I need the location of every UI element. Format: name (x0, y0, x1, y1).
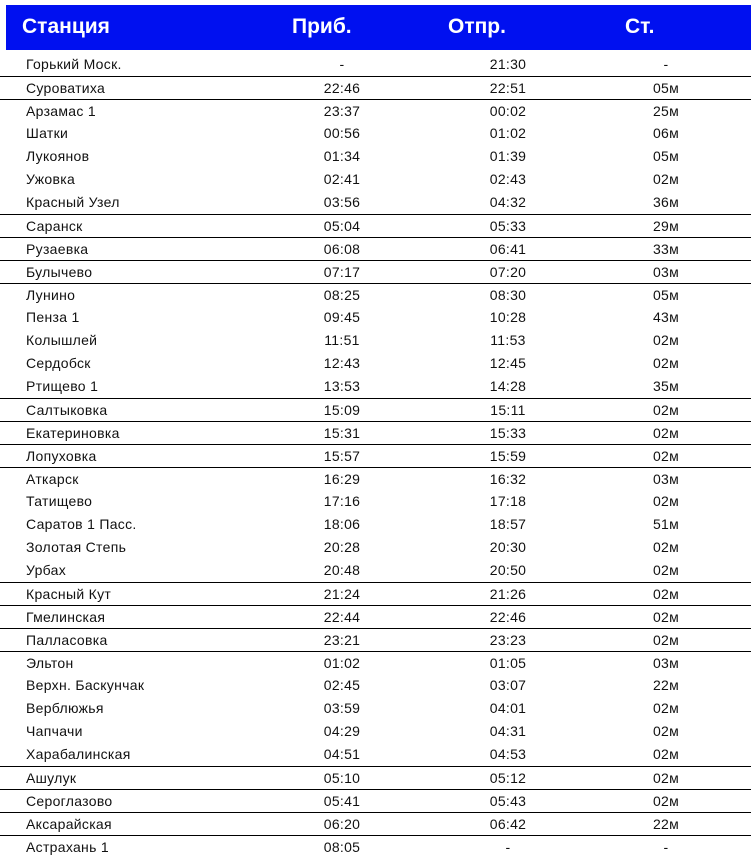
arrival-cell: 20:48 (323, 562, 361, 578)
arrival-cell: 04:51 (323, 746, 361, 762)
arrival-cell: 20:28 (323, 539, 361, 555)
table-row (0, 651, 751, 674)
table-row (0, 490, 751, 513)
table-row (0, 444, 751, 467)
stop-cell: - (663, 839, 669, 855)
departure-cell: 01:05 (489, 655, 527, 671)
arrival-cell: 02:45 (323, 677, 361, 693)
arrival-cell: 11:51 (324, 332, 360, 348)
stop-cell: 02м (652, 609, 680, 625)
stop-cell: 33м (652, 241, 680, 257)
station-cell: Саранск (26, 218, 83, 234)
departure-cell: 07:20 (489, 264, 527, 280)
header-station: Станция (22, 15, 110, 38)
table-header (6, 5, 751, 50)
table-row (0, 145, 751, 168)
station-cell: Сероглазово (26, 793, 113, 809)
arrival-cell: 15:31 (323, 425, 361, 441)
station-cell: Лунино (26, 287, 76, 303)
arrival-cell: 06:08 (323, 241, 361, 257)
stop-cell: 05м (652, 148, 680, 164)
stop-cell: 25м (652, 103, 680, 119)
station-cell: Чапчачи (26, 723, 83, 739)
station-cell: Екатериновка (26, 425, 120, 441)
station-cell: Аткарск (26, 471, 79, 487)
table-row (0, 835, 751, 858)
departure-cell: 17:18 (489, 493, 527, 509)
station-cell: Аксарайская (26, 816, 112, 832)
arrival-cell: 09:45 (323, 309, 361, 325)
arrival-cell: 06:20 (323, 816, 361, 832)
station-cell: Булычево (26, 264, 93, 280)
table-row (0, 628, 751, 651)
table-row (0, 720, 751, 743)
arrival-cell: 12:43 (323, 355, 361, 371)
departure-cell: 01:02 (489, 125, 527, 141)
stop-cell: 02м (652, 332, 680, 348)
stop-cell: 02м (652, 539, 680, 555)
arrival-cell: 07:17 (323, 264, 361, 280)
stop-cell: 03м (652, 264, 680, 280)
arrival-cell: 00:56 (323, 125, 361, 141)
arrival-cell: 17:16 (323, 493, 361, 509)
station-cell: Гмелинская (26, 609, 106, 625)
header-stop: Ст. (625, 15, 655, 38)
stop-cell: 02м (652, 793, 680, 809)
stop-cell: 29м (652, 218, 680, 234)
table-row (0, 168, 751, 191)
arrival-cell: 01:34 (323, 148, 361, 164)
departure-cell: 05:12 (489, 770, 527, 786)
departure-cell: 04:31 (489, 723, 527, 739)
station-cell: Ртищево 1 (26, 378, 99, 394)
departure-cell: 06:42 (489, 816, 527, 832)
table-row (0, 76, 751, 99)
station-cell: Ашулук (26, 770, 77, 786)
table-row (0, 214, 751, 237)
departure-cell: 14:28 (489, 378, 527, 394)
station-cell: Суроватиха (26, 80, 106, 96)
arrival-cell: - (339, 56, 345, 72)
departure-cell: 18:57 (489, 516, 527, 532)
table-row (0, 191, 751, 214)
station-cell: Колышлей (26, 332, 98, 348)
table-row (0, 352, 751, 375)
stop-cell: 05м (652, 80, 680, 96)
arrival-cell: 21:24 (323, 586, 361, 602)
station-cell: Золотая Степь (26, 539, 127, 555)
table-row (0, 306, 751, 329)
stop-cell: 02м (652, 723, 680, 739)
station-cell: Салтыковка (26, 402, 108, 418)
departure-cell: 21:26 (489, 586, 527, 602)
station-cell: Татищево (26, 493, 93, 509)
header-departure: Отпр. (448, 15, 506, 38)
table-body (0, 53, 751, 858)
station-cell: Урбах (26, 562, 67, 578)
table-row (0, 605, 751, 628)
stop-cell: 02м (652, 770, 680, 786)
station-cell: Саратов 1 Пасс. (26, 516, 137, 532)
stop-cell: 35м (652, 378, 680, 394)
table-row (0, 283, 751, 306)
station-cell: Верхн. Баскунчак (26, 677, 145, 693)
stop-cell: 02м (652, 562, 680, 578)
departure-cell: 20:30 (489, 539, 527, 555)
stop-cell: 06м (652, 125, 680, 141)
departure-cell: 04:53 (489, 746, 527, 762)
header-arrival: Приб. (292, 15, 352, 38)
table-row (0, 582, 751, 605)
arrival-cell: 15:09 (323, 402, 361, 418)
station-cell: Эльтон (26, 655, 74, 671)
stop-cell: 02м (652, 355, 680, 371)
table-row (0, 99, 751, 122)
departure-cell: - (505, 839, 511, 855)
stop-cell: 02м (652, 171, 680, 187)
departure-cell: 00:02 (489, 103, 527, 119)
departure-cell: 01:39 (489, 148, 527, 164)
stop-cell: 02м (652, 700, 680, 716)
arrival-cell: 23:37 (323, 103, 361, 119)
departure-cell: 04:01 (489, 700, 527, 716)
table-row (0, 375, 751, 398)
stop-cell: 03м (652, 655, 680, 671)
station-cell: Лопуховка (26, 448, 97, 464)
station-cell: Палласовка (26, 632, 108, 648)
departure-cell: 06:41 (489, 241, 527, 257)
arrival-cell: 01:02 (323, 655, 361, 671)
table-row (0, 513, 751, 536)
arrival-cell: 05:04 (323, 218, 361, 234)
station-cell: Горький Моск. (26, 56, 122, 72)
departure-cell: 15:59 (489, 448, 527, 464)
table-row (0, 329, 751, 352)
table-row (0, 697, 751, 720)
table-row (0, 237, 751, 260)
station-cell: Пенза 1 (26, 309, 80, 325)
arrival-cell: 08:25 (323, 287, 361, 303)
departure-cell: 05:33 (489, 218, 527, 234)
arrival-cell: 22:46 (323, 80, 361, 96)
table-row (0, 559, 751, 582)
table-row (0, 122, 751, 145)
arrival-cell: 04:29 (323, 723, 361, 739)
stop-cell: 22м (652, 677, 680, 693)
departure-cell: 22:46 (489, 609, 527, 625)
departure-cell: 11:53 (490, 332, 526, 348)
station-cell: Красный Кут (26, 586, 112, 602)
stop-cell: 43м (652, 309, 680, 325)
departure-cell: 04:32 (489, 194, 527, 210)
station-cell: Шатки (26, 125, 69, 141)
station-cell: Харабалинская (26, 746, 131, 762)
stop-cell: 02м (652, 402, 680, 418)
station-cell: Рузаевка (26, 241, 89, 257)
table-row (0, 789, 751, 812)
table-row (0, 812, 751, 835)
departure-cell: 22:51 (489, 80, 527, 96)
table-row (0, 766, 751, 789)
departure-cell: 02:43 (489, 171, 527, 187)
station-cell: Арзамас 1 (26, 103, 96, 119)
table-row (0, 398, 751, 421)
table-row (0, 260, 751, 283)
table-row (0, 467, 751, 490)
departure-cell: 20:50 (489, 562, 527, 578)
table-row (0, 421, 751, 444)
station-cell: Сердобск (26, 355, 91, 371)
stop-cell: 36м (652, 194, 680, 210)
table-row (0, 674, 751, 697)
departure-cell: 10:28 (489, 309, 527, 325)
arrival-cell: 22:44 (323, 609, 361, 625)
stop-cell: 02м (652, 448, 680, 464)
departure-cell: 16:32 (489, 471, 527, 487)
departure-cell: 15:33 (489, 425, 527, 441)
table-row (0, 743, 751, 766)
stop-cell: 05м (652, 287, 680, 303)
stop-cell: 02м (652, 425, 680, 441)
stop-cell: - (663, 56, 669, 72)
arrival-cell: 05:41 (323, 793, 361, 809)
arrival-cell: 05:10 (323, 770, 361, 786)
arrival-cell: 03:59 (323, 700, 361, 716)
stop-cell: 02м (652, 493, 680, 509)
station-cell: Ужовка (26, 171, 76, 187)
departure-cell: 05:43 (489, 793, 527, 809)
arrival-cell: 02:41 (323, 171, 361, 187)
departure-cell: 21:30 (489, 56, 527, 72)
departure-cell: 23:23 (489, 632, 527, 648)
departure-cell: 12:45 (489, 355, 527, 371)
table-row (0, 53, 751, 76)
stop-cell: 03м (652, 471, 680, 487)
station-cell: Верблюжья (26, 700, 104, 716)
arrival-cell: 03:56 (323, 194, 361, 210)
station-cell: Астрахань 1 (26, 839, 109, 855)
arrival-cell: 18:06 (323, 516, 361, 532)
arrival-cell: 23:21 (323, 632, 361, 648)
arrival-cell: 15:57 (323, 448, 361, 464)
table-row (0, 536, 751, 559)
stop-cell: 51м (652, 516, 680, 532)
arrival-cell: 08:05 (323, 839, 361, 855)
arrival-cell: 16:29 (323, 471, 361, 487)
stop-cell: 02м (652, 586, 680, 602)
station-cell: Красный Узел (26, 194, 120, 210)
departure-cell: 15:11 (490, 402, 526, 418)
stop-cell: 02м (652, 632, 680, 648)
departure-cell: 03:07 (489, 677, 527, 693)
stop-cell: 22м (652, 816, 680, 832)
departure-cell: 08:30 (489, 287, 527, 303)
arrival-cell: 13:53 (323, 378, 361, 394)
station-cell: Лукоянов (26, 148, 90, 164)
stop-cell: 02м (652, 746, 680, 762)
